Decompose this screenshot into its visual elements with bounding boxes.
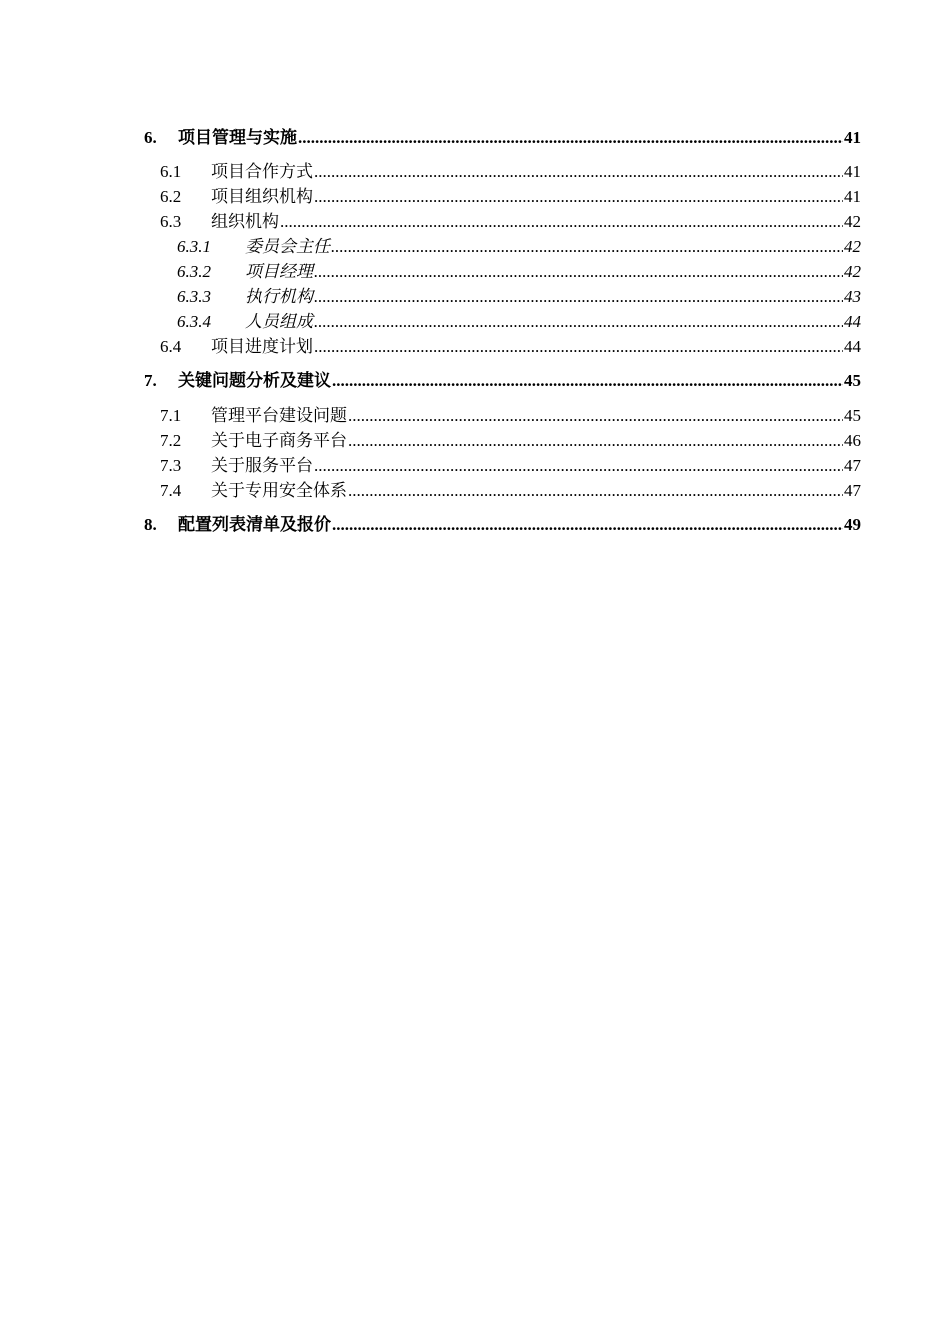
toc-entry-number: 6.3 (160, 212, 182, 231)
toc-entry-title: 组织机构 (211, 212, 279, 231)
toc-entry-6-2[interactable] (160, 186, 861, 208)
toc-entry-8[interactable] (144, 514, 861, 536)
toc-entry-number: 6. (144, 128, 157, 147)
toc-entry-page: 44 (844, 312, 861, 331)
toc-entry-title: 执行机构 (245, 287, 313, 306)
toc-entry-7-3[interactable] (160, 455, 861, 477)
toc-entry-6-1[interactable] (160, 161, 861, 183)
dot-leader (314, 261, 843, 283)
toc-entry-page: 42 (844, 237, 861, 256)
toc-entry-7-4[interactable] (160, 480, 861, 502)
dot-leader (280, 211, 843, 233)
toc-entry-title: 项目合作方式 (211, 162, 313, 181)
toc-entry-title: 关于专用安全体系 (211, 481, 347, 500)
toc-entry-page: 45 (844, 371, 861, 390)
dot-leader (314, 286, 843, 308)
dot-leader (314, 455, 843, 477)
toc-entry-title: 委员会主任 (245, 237, 330, 256)
toc-entry-6[interactable] (144, 127, 861, 149)
toc-entry-page: 42 (844, 262, 861, 281)
toc-entry-6-4[interactable] (160, 336, 861, 358)
toc-entry-number: 6.3.2 (177, 262, 211, 281)
toc-entry-page: 47 (844, 481, 861, 500)
toc-entry-number: 6.1 (160, 162, 182, 181)
toc-entry-title: 关于电子商务平台 (211, 431, 347, 450)
toc-entry-title: 项目进度计划 (211, 337, 313, 356)
dot-leader (314, 311, 843, 333)
toc-entry-6-3-2[interactable] (177, 261, 861, 283)
toc-entry-page: 46 (844, 431, 861, 450)
toc-entry-number: 8. (144, 515, 157, 534)
dot-leader (314, 161, 843, 183)
toc-entry-page: 41 (844, 187, 861, 206)
toc-entry-6-3-1[interactable] (177, 236, 861, 258)
toc-entry-number: 7.1 (160, 406, 182, 425)
dot-leader (298, 127, 843, 149)
toc-entry-page: 43 (844, 287, 861, 306)
dot-leader (348, 480, 843, 502)
toc-entry-page: 44 (844, 337, 861, 356)
dot-leader (314, 336, 843, 358)
dot-leader (314, 186, 843, 208)
dot-leader (332, 370, 843, 392)
toc-entry-page: 41 (844, 162, 861, 181)
toc-entry-title: 配置列表清单及报价 (178, 515, 331, 534)
toc-entry-6-3-4[interactable] (177, 311, 861, 333)
toc-entry-number: 7. (144, 371, 157, 390)
toc-entry-7-1[interactable] (160, 405, 861, 427)
toc-entry-title: 管理平台建设问题 (211, 406, 347, 425)
toc-entry-number: 6.2 (160, 187, 182, 206)
toc-entry-number: 6.3.3 (177, 287, 211, 306)
dot-leader (331, 236, 843, 258)
toc-entry-6-3-3[interactable] (177, 286, 861, 308)
toc-entry-page: 45 (844, 406, 861, 425)
toc-entry-7[interactable] (144, 370, 861, 392)
toc-entry-page: 47 (844, 456, 861, 475)
dot-leader (348, 430, 843, 452)
toc-entry-title: 项目管理与实施 (178, 128, 297, 147)
toc-entry-6-3[interactable] (160, 211, 861, 233)
toc-entry-number: 7.4 (160, 481, 182, 500)
toc-entry-title: 人员组成 (245, 312, 313, 331)
toc-entry-number: 6.3.4 (177, 312, 211, 331)
toc-entry-title: 项目组织机构 (211, 187, 313, 206)
toc-entry-7-2[interactable] (160, 430, 861, 452)
toc-entry-page: 41 (844, 128, 861, 147)
toc-entry-number: 7.3 (160, 456, 182, 475)
toc-entry-number: 7.2 (160, 431, 182, 450)
toc-entry-page: 42 (844, 212, 861, 231)
toc-entry-number: 6.4 (160, 337, 182, 356)
toc-entry-number: 6.3.1 (177, 237, 211, 256)
dot-leader (332, 514, 843, 536)
toc-entry-page: 49 (844, 515, 861, 534)
dot-leader (348, 405, 843, 427)
toc-entry-title: 项目经理 (245, 262, 313, 281)
toc-entry-title: 关键问题分析及建议 (178, 371, 331, 390)
toc-entry-title: 关于服务平台 (211, 456, 313, 475)
